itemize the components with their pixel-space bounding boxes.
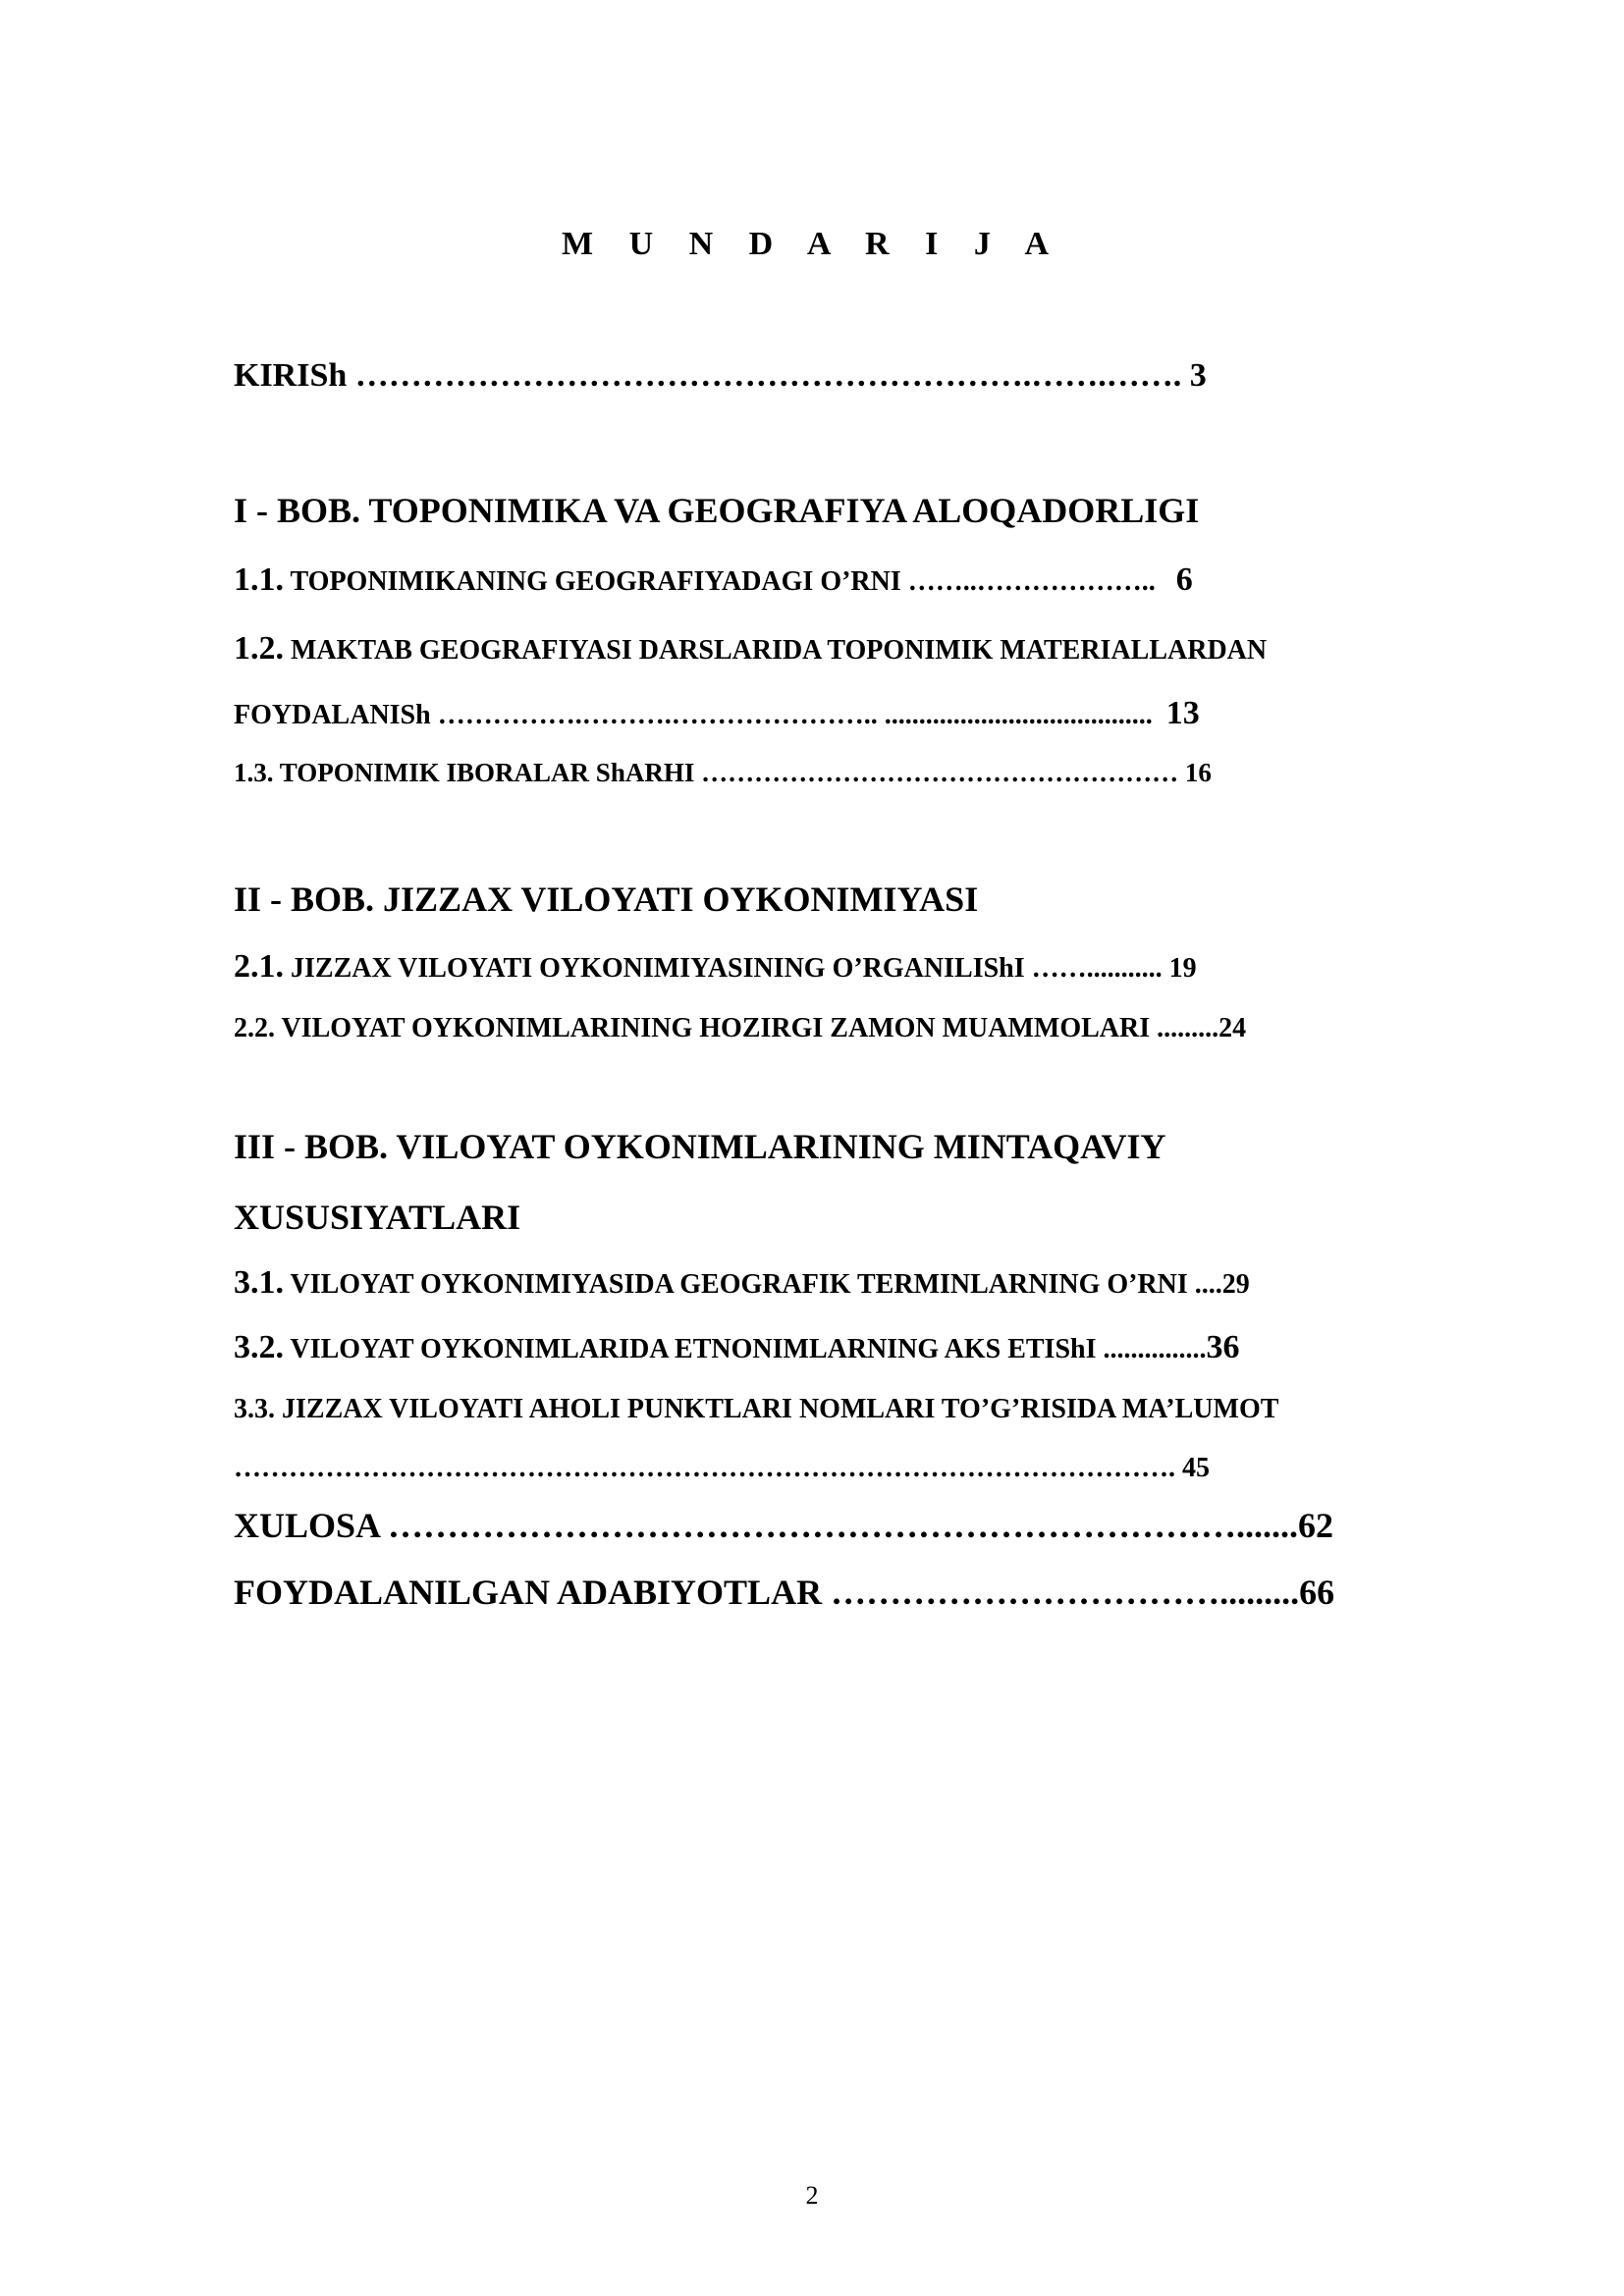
toc-entry-3-2[interactable] xyxy=(234,1331,1240,1364)
page-ref: 13 xyxy=(1165,695,1200,731)
toc-entry-references[interactable]: FOYDALANILGAN ADABIYOTLAR …………………………….........66 xyxy=(234,1573,1335,1612)
toc-entry-3-3-continued[interactable]: …………………………………………………………………………………………. 45 xyxy=(234,1453,1210,1483)
toc-entry-1-2[interactable] xyxy=(234,632,1267,666)
toc-chapter-1-heading[interactable]: I - BOB. TOPONIMIKA VA GEOGRAFIYA ALOQADORLIGI xyxy=(234,491,1200,530)
toc-entry-2-2[interactable]: 2.2. VILOYAT OYKONIMLARINING HOZIRGI ZAMON MUAMMOLARI .........24 xyxy=(234,1013,1247,1043)
section-number: 1.2. xyxy=(234,630,284,667)
toc-chapter-3-heading-continued[interactable]: XUSUSIYATLARI xyxy=(234,1198,521,1237)
section-number: 1.1. xyxy=(234,561,284,598)
toc-entry-kirish[interactable]: KIRISh …………………………………………………….…….……. 3 xyxy=(234,357,1207,394)
section-title: VILOYAT OYKONIMIYASIDA GEOGRAFIK TERMINLARNING O’RNI ....29 xyxy=(284,1269,1250,1300)
page-ref: 36 xyxy=(1206,1329,1240,1365)
toc-entry-1-3[interactable]: 1.3. TOPONIMIK IBORALAR ShARHI ……………………………………………… 16 xyxy=(234,758,1212,787)
toc-entry-1-1[interactable] xyxy=(234,563,1193,597)
toc-entry-1-2-continued[interactable] xyxy=(234,697,1200,730)
toc-entry-2-1[interactable] xyxy=(234,950,1197,984)
section-number: 2.1. xyxy=(234,948,284,985)
section-number: 3.2. xyxy=(234,1329,284,1365)
section-title: MAKTAB GEOGRAFIYASI DARSLARIDA TOPONIMIK MATERIALLARDAN xyxy=(284,635,1268,666)
section-number: 3.1. xyxy=(234,1264,284,1301)
section-title: JIZZAX VILOYATI OYKONIMIYASINING O’RGANILIShI ……........... 19 xyxy=(284,953,1197,984)
section-title-continued: FOYDALANISh …………….……….………………….. ....................................... xyxy=(234,700,1153,730)
page-number: 2 xyxy=(805,2181,819,2210)
section-title: TOPONIMIKANING GEOGRAFIYADAGI O’RNI ……..……………….. xyxy=(284,566,1163,597)
toc-entry-3-1[interactable] xyxy=(234,1266,1250,1300)
toc-entry-3-3[interactable]: 3.3. JIZZAX VILOYATI AHOLI PUNKTLARI NOMLARI TO’G’RISIDA MA’LUMOT xyxy=(234,1394,1279,1424)
page-title: M U N D A R I J A xyxy=(561,226,1063,262)
toc-entry-xulosa[interactable]: XULOSA ……………………………………………………………….......62 xyxy=(234,1506,1334,1545)
toc-chapter-3-heading[interactable]: III - BOB. VILOYAT OYKONIMLARINING MINTAQAVIY xyxy=(234,1127,1166,1166)
toc-chapter-2-heading[interactable]: II - BOB. JIZZAX VILOYATI OYKONIMIYASI xyxy=(234,880,979,919)
page-ref: 6 xyxy=(1175,561,1193,598)
section-title: VILOYAT OYKONIMLARIDA ETNONIMLARNING AKS ETIShI ............... xyxy=(284,1334,1207,1364)
